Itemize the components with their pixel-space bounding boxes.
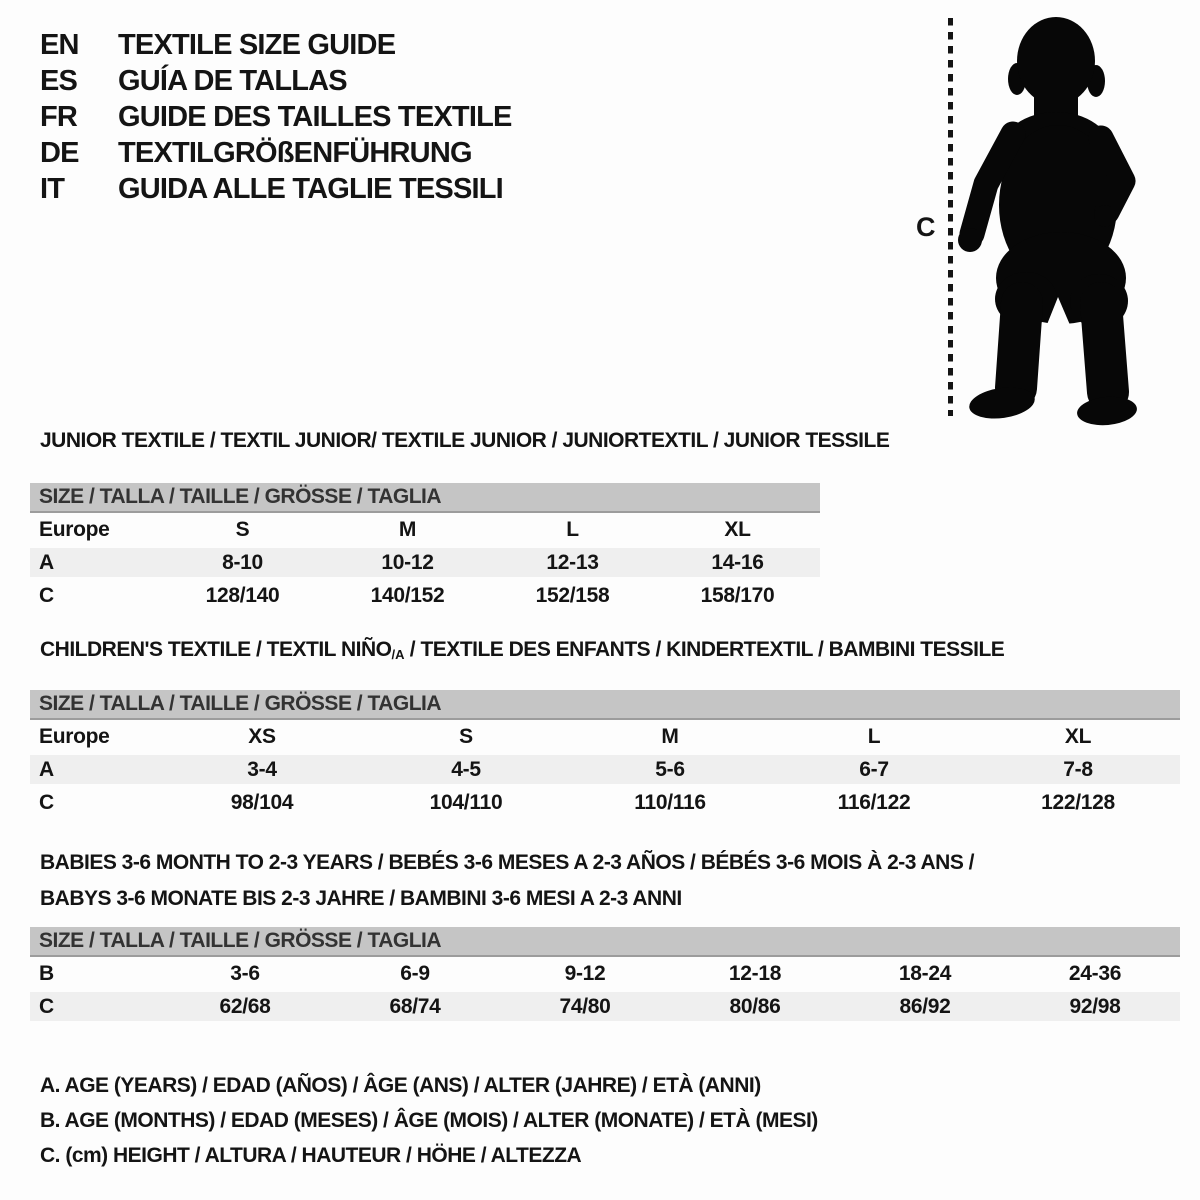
- age-cell: 3-4: [247, 757, 277, 781]
- language-row: [40, 135, 512, 171]
- size-cell: XL: [1064, 724, 1092, 748]
- age-cell: 12-13: [546, 550, 599, 574]
- toddler-figure: [938, 8, 1170, 438]
- age-cell: 8-10: [222, 550, 263, 574]
- months-cell: 6-9: [400, 961, 430, 985]
- guide-title-de: TEXTILGRÖßENFÜHRUNG: [118, 136, 472, 169]
- toddler-silhouette: [958, 17, 1138, 428]
- size-cell: S: [235, 517, 250, 541]
- height-cell: 158/170: [700, 583, 775, 607]
- table-row-height: [30, 786, 1180, 819]
- row-label: B: [39, 961, 54, 985]
- height-measure-label: C: [916, 212, 936, 242]
- age-cell: 4-5: [451, 757, 481, 781]
- language-row: [40, 99, 512, 135]
- language-code: ES: [40, 64, 78, 97]
- language-row: [40, 27, 512, 63]
- language-guide: [40, 27, 512, 207]
- size-cell: M: [398, 517, 417, 541]
- height-cell: 74/80: [559, 994, 611, 1018]
- row-label: C: [39, 790, 54, 814]
- babies-section-title: [40, 845, 974, 917]
- size-table-header: SIZE / TALLA / TAILLE / GRÖSSE / TAGLIA: [30, 927, 1180, 957]
- children-section-title: [40, 638, 1004, 662]
- height-cell: 80/86: [729, 994, 781, 1018]
- size-cell: XS: [248, 724, 276, 748]
- language-code: DE: [40, 136, 79, 169]
- size-cell: XL: [724, 517, 751, 541]
- height-cell: 92/98: [1069, 994, 1121, 1018]
- height-cell: 128/140: [205, 583, 280, 607]
- table-row-age: [30, 753, 1180, 786]
- height-cell: 98/104: [230, 790, 294, 814]
- row-label: A: [39, 757, 54, 781]
- height-cell: 68/74: [389, 994, 441, 1018]
- height-cell: 122/128: [1041, 790, 1115, 814]
- months-cell: 9-12: [564, 961, 606, 985]
- months-cell: 12-18: [728, 961, 782, 985]
- size-cell: S: [459, 724, 473, 748]
- babies-size-table: [30, 927, 1180, 1023]
- height-cell: 116/122: [837, 790, 911, 814]
- table-row-height: [30, 579, 820, 612]
- age-cell: 5-6: [655, 757, 685, 781]
- silhouette-leg-left: [1016, 303, 1022, 388]
- children-title-rest: / TEXTILE DES ENFANTS / KINDERTEXTIL / BAMBINI TESSILE: [404, 638, 1005, 661]
- babies-title-line1: BABIES 3-6 MONTH TO 2-3 YEARS / BEBÉS 3-6 MESES A 2-3 AÑOS / BÉBÉS 3-6 MOIS À 2-3 ANS /: [40, 851, 975, 874]
- legend-line-c: C. (cm) HEIGHT / ALTURA / HAUTEUR / HÖHE / ALTEZZA: [40, 1144, 582, 1167]
- table-row-months: [30, 957, 1180, 990]
- age-cell: 7-8: [1063, 757, 1093, 781]
- age-cell: 14-16: [711, 550, 764, 574]
- junior-section-title: JUNIOR TEXTILE / TEXTIL JUNIOR/ TEXTILE JUNIOR / JUNIORTEXTIL / JUNIOR TESSILE: [40, 429, 890, 452]
- height-cell: 110/116: [634, 790, 706, 814]
- table-row-europe: [30, 513, 820, 546]
- silhouette-hand-right: [1094, 205, 1116, 227]
- children-title-small: /A: [391, 647, 405, 662]
- months-cell: 24-36: [1068, 961, 1122, 985]
- height-cell: 86/92: [899, 994, 951, 1018]
- height-cell: 104/110: [429, 790, 503, 814]
- guide-title-es: GUÍA DE TALLAS: [118, 64, 347, 97]
- language-code: EN: [40, 28, 79, 61]
- height-cell: 62/68: [219, 994, 271, 1018]
- row-label: Europe: [39, 517, 110, 541]
- guide-title-en: TEXTILE SIZE GUIDE: [118, 28, 396, 61]
- size-cell: L: [867, 724, 881, 748]
- language-code: FR: [40, 100, 78, 133]
- guide-title-fr: GUIDE DES TAILLES TEXTILE: [118, 100, 512, 133]
- size-table-header: SIZE / TALLA / TAILLE / GRÖSSE / TAGLIA: [30, 483, 820, 513]
- language-code: IT: [40, 172, 65, 205]
- height-cell: 140/152: [370, 583, 445, 607]
- row-label: Europe: [39, 724, 110, 748]
- row-label: A: [39, 550, 54, 574]
- age-cell: 6-7: [859, 757, 889, 781]
- table-row-age: [30, 546, 820, 579]
- row-label: C: [39, 994, 54, 1018]
- age-cell: 10-12: [381, 550, 434, 574]
- legend-line-b: B. AGE (MONTHS) / EDAD (MESES) / ÂGE (MOIS) / ALTER (MONATE) / ETÀ (MESI): [40, 1109, 818, 1132]
- row-label: C: [39, 583, 54, 607]
- silhouette-leg-right: [1101, 303, 1108, 392]
- table-row-height: [30, 990, 1180, 1023]
- silhouette-hand-left: [958, 228, 982, 252]
- size-cell: L: [566, 517, 579, 541]
- children-size-table: [30, 690, 1180, 819]
- height-cell: 152/158: [535, 583, 610, 607]
- language-row: [40, 63, 512, 99]
- table-row-europe: [30, 720, 1180, 753]
- months-cell: 18-24: [898, 961, 952, 985]
- size-cell: M: [661, 724, 679, 748]
- silhouette-foot-right: [1076, 394, 1138, 427]
- size-table-header: SIZE / TALLA / TAILLE / GRÖSSE / TAGLIA: [30, 690, 1180, 720]
- children-title-prefix: CHILDREN'S TEXTILE / TEXTIL NIÑO: [40, 638, 392, 661]
- months-cell: 3-6: [230, 961, 260, 985]
- junior-size-table: [30, 483, 820, 612]
- babies-title-line2: BABYS 3-6 MONATE BIS 2-3 JAHRE / BAMBINI 3-6 MESI A 2-3 ANNI: [40, 887, 682, 910]
- legend-line-a: A. AGE (YEARS) / EDAD (AÑOS) / ÂGE (ANS) / ALTER (JAHRE) / ETÀ (ANNI): [40, 1074, 761, 1097]
- guide-title-it: GUIDA ALLE TAGLIE TESSILI: [118, 172, 503, 205]
- measurement-legend: [40, 1068, 818, 1173]
- language-row: [40, 171, 512, 207]
